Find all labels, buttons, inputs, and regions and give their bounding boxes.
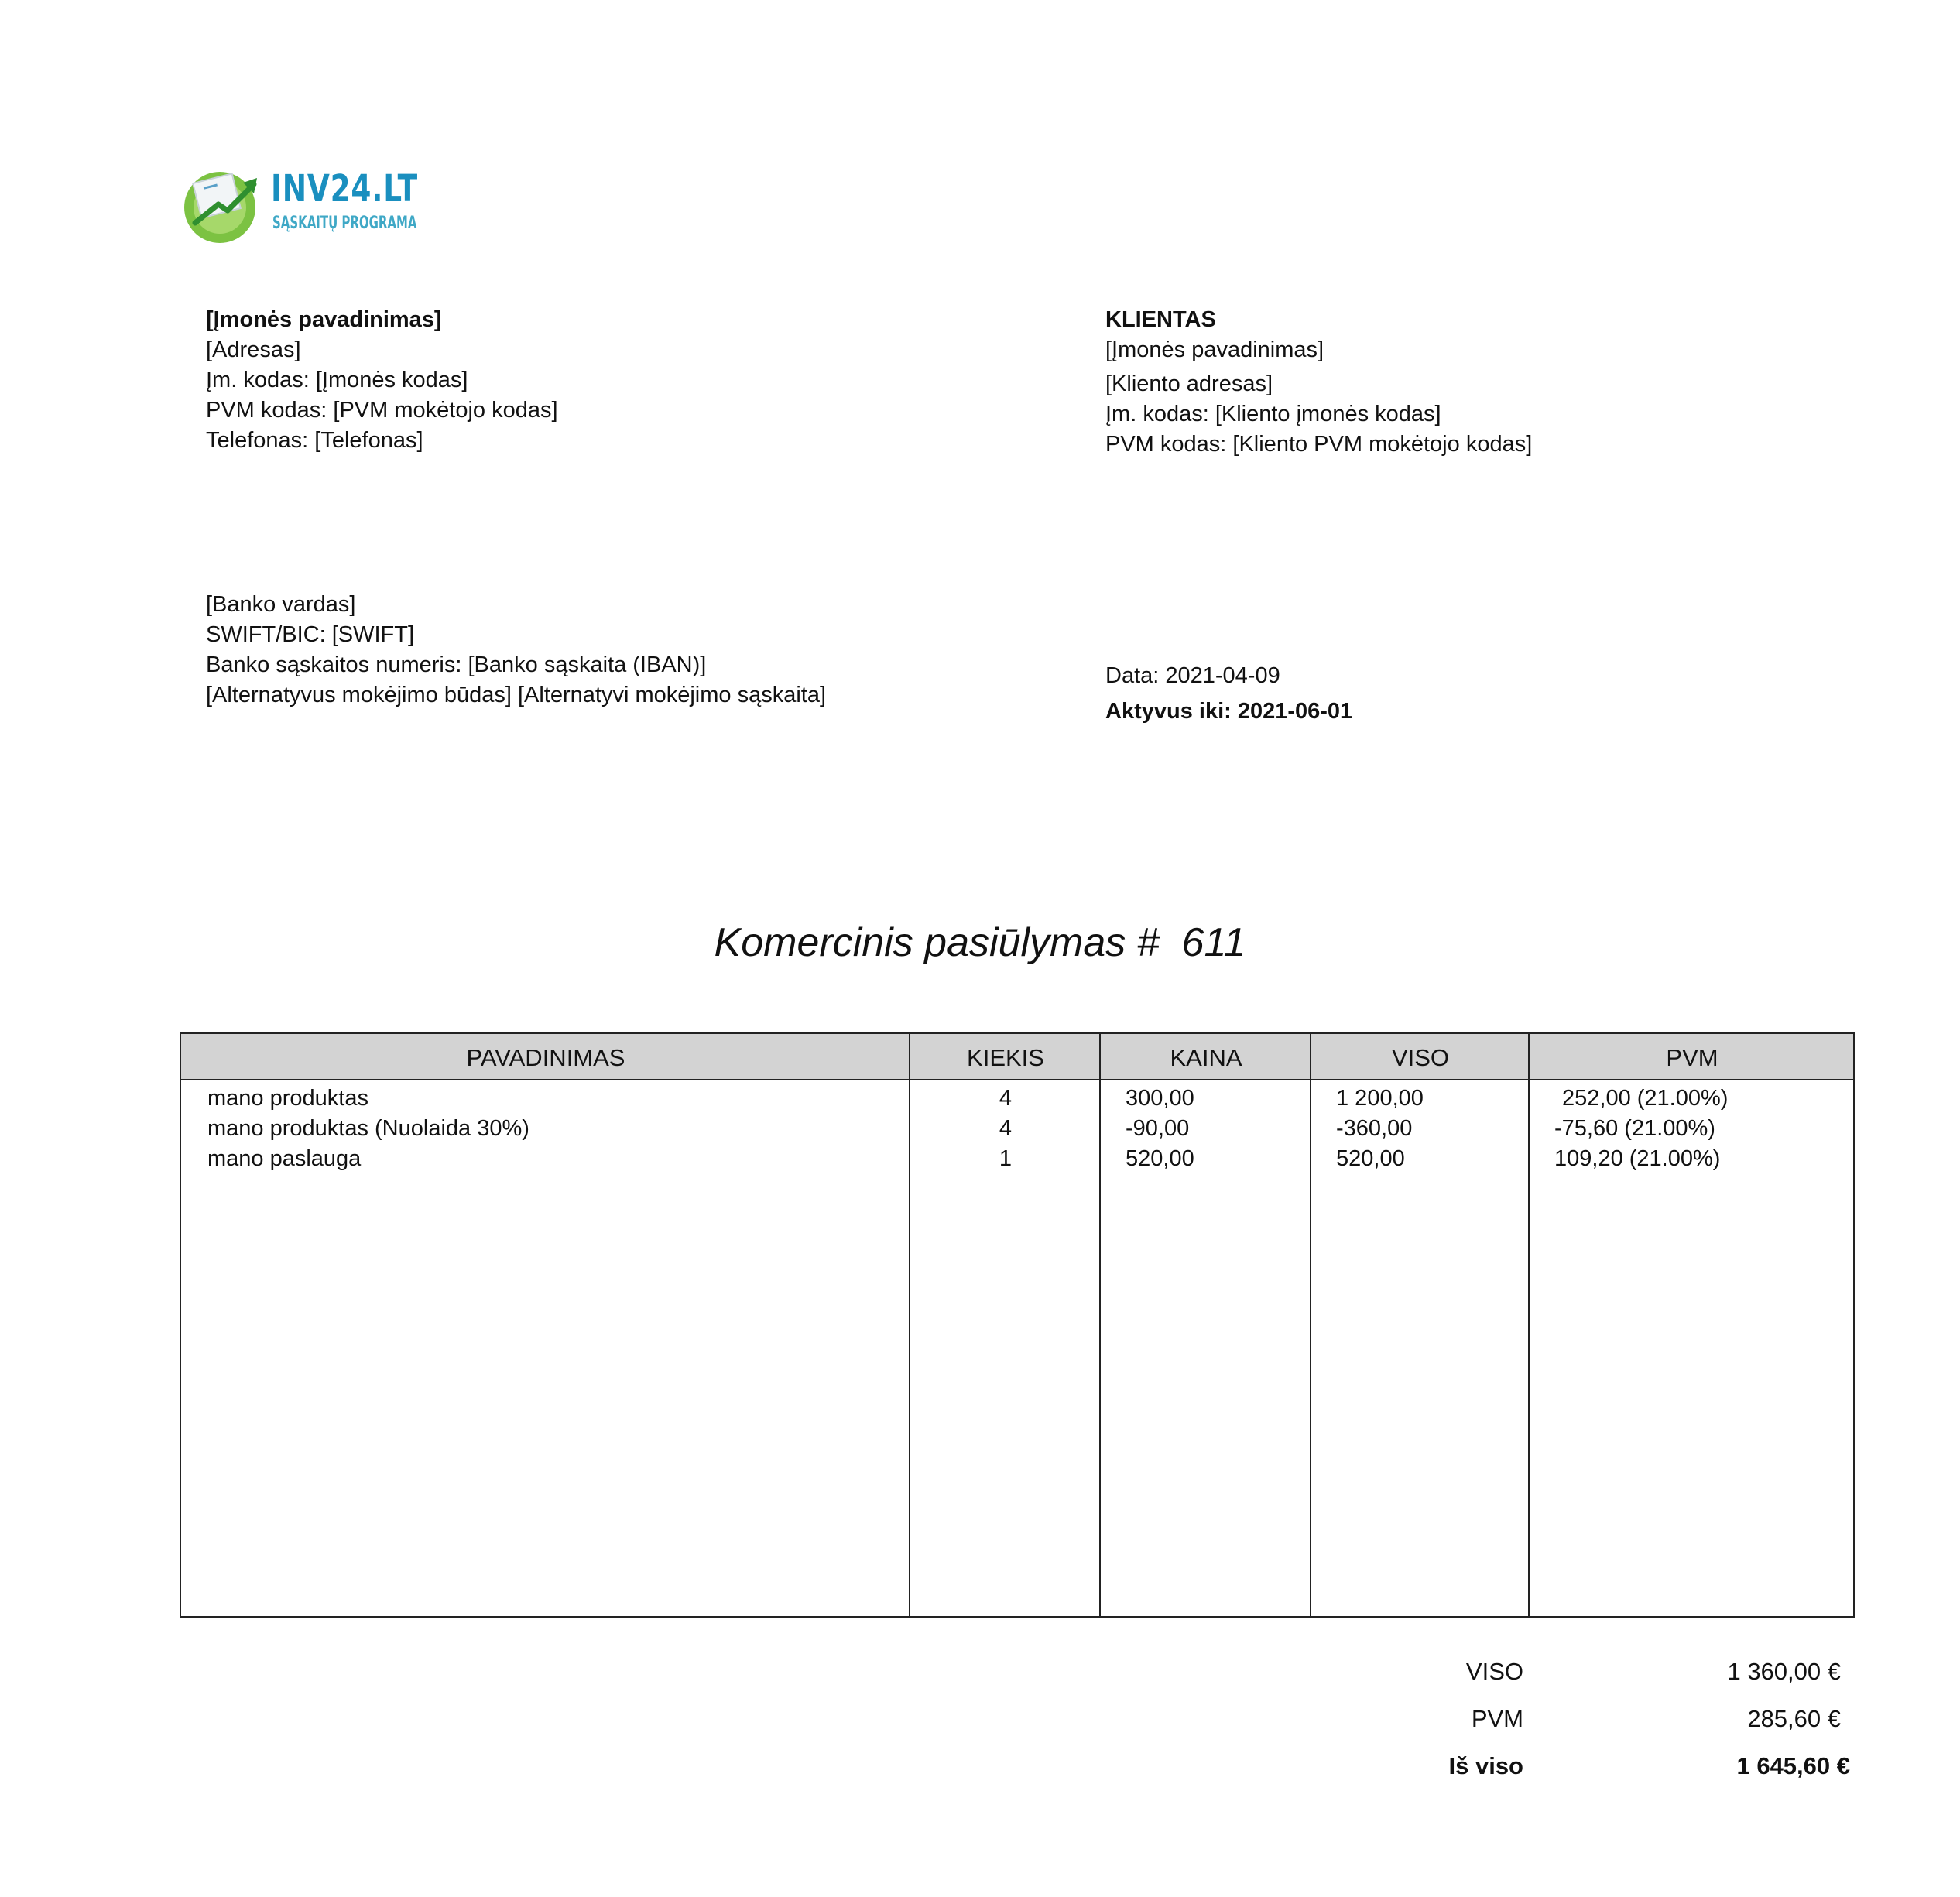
items-table — [180, 1032, 1855, 1618]
column-divider — [1528, 1034, 1530, 1616]
vat-total-label: PVM — [1471, 1705, 1523, 1732]
header-total: VISO — [1391, 1044, 1450, 1071]
valid-until-date: Aktyvus iki: 2021-06-01 — [1105, 699, 1353, 724]
seller-phone: Telefonas: [Telefonas] — [206, 428, 423, 453]
document-title-text: Komercinis pasiūlymas # 611 — [714, 920, 1246, 965]
grand-total-label: Iš viso — [1448, 1752, 1523, 1779]
logo-tagline: SĄSKAITŲ PROGRAMA — [272, 214, 417, 233]
header-qty: KIEKIS — [967, 1044, 1044, 1071]
row-3-vat: 109,20 (21.00%) — [1554, 1146, 1721, 1171]
seller-info — [206, 305, 558, 456]
client-name: [Įmonės pavadinimas] — [1105, 337, 1324, 362]
bank-account: Banko sąskaitos numeris: [Banko sąskaita (IBAN)] — [206, 652, 707, 677]
row-1-price: 300,00 — [1126, 1086, 1194, 1111]
row-2-name: mano produktas (Nuolaida 30%) — [207, 1116, 529, 1141]
document-title — [0, 919, 1960, 966]
client-heading: KLIENTAS — [1105, 307, 1216, 332]
document-date: Data: 2021-04-09 — [1105, 663, 1280, 688]
vat-total-value: 285,60 € — [1747, 1705, 1841, 1732]
document-dates — [1105, 661, 1352, 727]
row-3-name: mano paslauga — [207, 1146, 362, 1171]
row-1-name: mano produktas — [207, 1086, 368, 1111]
header-price: KAINA — [1170, 1044, 1242, 1071]
bank-name: [Banko vardas] — [206, 592, 356, 617]
subtotal-value: 1 360,00 € — [1727, 1658, 1841, 1685]
logo-icon — [180, 161, 265, 246]
client-company-code: Įm. kodas: [Kliento įmonės kodas] — [1105, 402, 1441, 426]
row-3-total: 520,00 — [1336, 1146, 1405, 1171]
seller-name: [Įmonės pavadinimas] — [206, 307, 442, 332]
row-2-total: -360,00 — [1336, 1116, 1413, 1141]
column-divider — [1310, 1034, 1311, 1616]
client-vat-code: PVM kodas: [Kliento PVM mokėtojo kodas] — [1105, 432, 1533, 457]
bank-swift: SWIFT/BIC: [SWIFT] — [206, 622, 415, 647]
logo-title: INV24.LT — [271, 167, 419, 211]
row-2-qty: 4 — [999, 1116, 1013, 1141]
row-1-total: 1 200,00 — [1336, 1086, 1424, 1111]
table-header — [181, 1034, 1853, 1080]
seller-vat-code: PVM kodas: [PVM mokėtojo kodas] — [206, 398, 558, 423]
header-vat: PVM — [1666, 1044, 1718, 1071]
row-3-price: 520,00 — [1126, 1146, 1194, 1171]
row-1-qty: 4 — [999, 1086, 1013, 1111]
subtotal-label: VISO — [1465, 1658, 1523, 1685]
row-1-vat: 252,00 (21.00%) — [1562, 1086, 1729, 1111]
row-2-price: -90,00 — [1126, 1116, 1190, 1141]
seller-company-code: Įm. kodas: [Įmonės kodas] — [206, 368, 468, 392]
seller-address: [Adresas] — [206, 337, 301, 362]
grand-total-value: 1 645,60 € — [1736, 1752, 1850, 1779]
client-address: [Kliento adresas] — [1105, 372, 1273, 396]
bank-alternative: [Alternatyvus mokėjimo būdas] [Alternatyvi mokėjimo sąskaita] — [206, 683, 827, 707]
row-2-vat: -75,60 (21.00%) — [1554, 1116, 1715, 1141]
company-logo — [180, 161, 427, 246]
header-name: PAVADINIMAS — [466, 1044, 625, 1071]
client-info — [1105, 305, 1532, 460]
bank-info — [206, 590, 826, 711]
row-3-qty: 1 — [999, 1146, 1013, 1171]
